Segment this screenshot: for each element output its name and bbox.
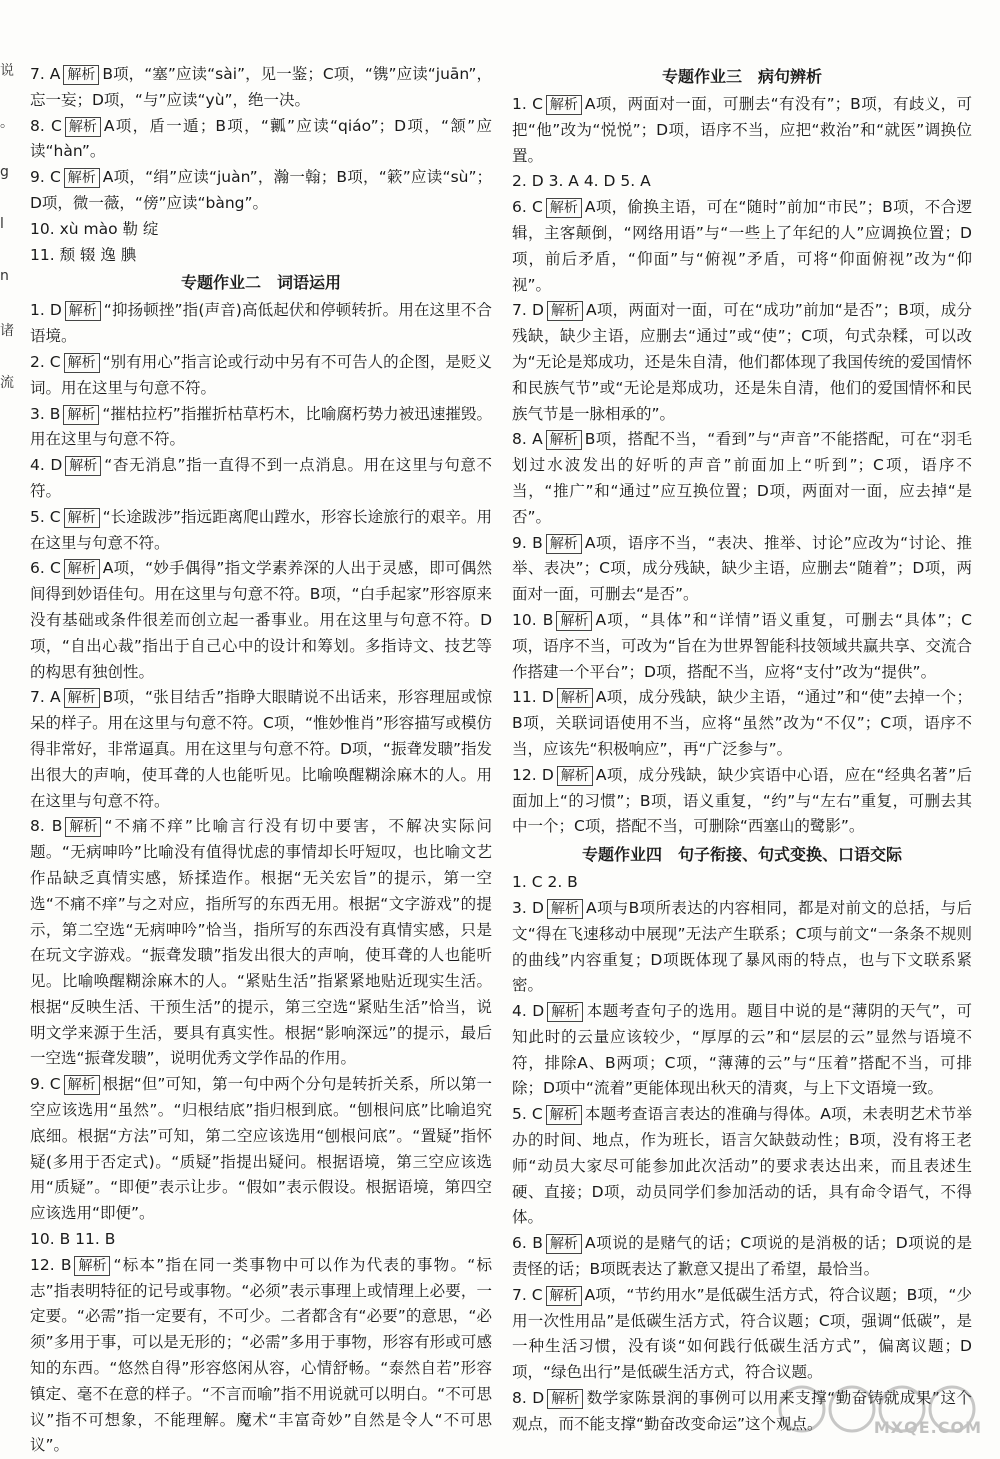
analysis-tag: 解析 <box>557 766 593 786</box>
answer-text: A项，“节约用水”是低碳生活方式，符合议题；B项，“少用一次性用品”是低碳生活方式，符合议题；C项，强调“低碳”，是一种生活习惯，没有谈“如何践行低碳生活方式”，偏离议题；D项，“绿色出行”是低碳生活方式，符合议题。 <box>512 1285 972 1382</box>
analysis-tag: 解析 <box>74 1256 110 1276</box>
left-edge-marks <box>0 60 12 424</box>
answer-item <box>30 1072 492 1227</box>
answer-text: “不痛不痒”比喻言行没有切中要害，不解决实际问题。“无病呻吟”比喻没有值得忧虑的事情却长吁短叹，也比喻文艺作品缺乏真情实感，矫揉造作。根据“无关宏旨”的提示，第一空选“不痛不痒”与之对应，指所写的东西无用。根据“文字游戏”的提示，第二空选“无病呻吟”恰当，指所写的东西没有真情实感，只是在玩文字游戏。“振聋发聩”指发出很大的声响，使耳聋的人也能听见。比喻唤醒糊涂麻木的人。“紧贴生活”指紧紧地贴近现实生活。根据“反映生活、干预生活”的提示，第三空选“紧贴生活”恰当，说明文学来源于生活，要具有真实性。根据“影响深远”的提示，最后一空选“振聋发聩”，说明优秀文学作品的作用。 <box>30 817 493 1068</box>
analysis-tag: 解析 <box>546 1105 582 1125</box>
answer-text: A项，“妙手偶得”指文学素养深的人出于灵感，即可偶然间得到妙语佳句。用在这里与句意不符。B项，“白手起家”形容原来没有基础或条件很差而创立起一番事业。用在这里与句意不符。D项，“自出心裁”指出于自己心中的设计和筹划。多指诗文、技艺等的构思有独创性。 <box>30 559 492 681</box>
right-column <box>512 62 972 1438</box>
answer-item <box>30 505 492 557</box>
answer-number: 7. D <box>512 301 544 320</box>
analysis-tag: 解析 <box>557 688 593 708</box>
answer-number: 7. A <box>30 688 61 707</box>
analysis-tag: 解析 <box>64 508 100 528</box>
analysis-tag: 解析 <box>547 1002 583 1022</box>
analysis-tag: 解析 <box>64 1075 100 1095</box>
answer-line: 11. 颓 辍 逸 腆 <box>30 245 137 264</box>
answer-text: A项，两面对一面，可删去“有没有”；B项，有歧义，可把“他”改为“悦悦”；D项，语序不当，应把“救治”和“就医”调换位置。 <box>512 95 972 165</box>
answer-text: A项，两面对一面，可在“成功”前加“是否”；B项，成分残缺，缺少主语，应删去“通过”或“使”；C项，句式杂糅，可以改为“无论是郑成功，还是朱自清，他们都体现了我国传统的爱国情怀和民族气节”或“无论是郑成功，还是朱自清，他们的爱国情怀和民族气节是一脉相承的”。 <box>512 301 972 423</box>
analysis-tag: 解析 <box>64 559 100 579</box>
answer-text: 根据“但”可知，第一句中两个分句是转折关系，所以第一空应该选用“虽然”。“归根结底”指归根到底。“刨根问底”比喻追究底细。根据“方法”可知，第二空应该选用“刨根问底”。“置疑”指怀疑(多用于否定式)。“质疑”指提出疑问。根据语境，第三空应该选用“质疑”。“即便”表示让步。“假如”表示假设。根据语境，第四空应该选用“即便”。 <box>30 1075 492 1223</box>
answer-item <box>30 298 492 350</box>
answer-number: 5. C <box>30 507 61 526</box>
answer-number: 7. A <box>30 65 61 83</box>
answer-number: 4. D <box>512 1002 545 1021</box>
analysis-tag: 解析 <box>65 301 101 321</box>
answer-item <box>30 62 492 114</box>
answer-text: A项，盾一遁；B项，“瓤”应读“qiáo”；D项，“颔”应读“hàn”。 <box>30 116 492 161</box>
analysis-tag: 解析 <box>547 1389 583 1409</box>
edge-mark: n <box>0 268 9 284</box>
answer-item <box>30 453 492 505</box>
edge-mark: 流 <box>0 375 14 391</box>
answer-line: 1. C 2. B <box>512 873 578 892</box>
answer-number: 12. D <box>512 765 554 784</box>
answer-item <box>512 1283 972 1386</box>
answer-number: 6. C <box>30 559 61 578</box>
answer-number: 3. B <box>30 404 61 423</box>
answer-text: A项说的是赌气的话；C项说的是消极的话；D项说的是责怪的话；B项既表达了歉意又提出了希望，最恰当。 <box>512 1234 972 1279</box>
answer-item <box>512 92 972 169</box>
analysis-tag: 解析 <box>65 456 101 476</box>
answer-text: 本题考查语言表达的准确与得体。A项，未表明艺术节举办的时间、地点，作为班长，语言欠缺鼓动性；B项，没有将王老师“动员大家尽可能参加此次活动”的要求表达出来，而且表述生硬、直接；D项，动员同学们参加活动的话，具有命令语气，不得体。 <box>512 1105 972 1227</box>
answer-item <box>30 402 492 454</box>
answer-number: 7. C <box>512 1285 543 1304</box>
answer-text: A项，成分残缺，缺少宾语中心语，应在“经典名著”后面加上“的习惯”；B项，语义重复，“约”与“左右”重复，可删去其中一个；C项，搭配不当，可删除“西塞山的鹭影”。 <box>512 765 972 836</box>
answer-item <box>512 195 972 298</box>
answer-text: B项，“张目结舌”指睁大眼睛说不出话来，形容理屈或惊呆的样子。用在这里与句意不符。C项，“惟妙惟肖”形容描写或模仿得非常好，非常逼真。用在这里与句意不符。D项，“振聋发聩”指发出很大的声响，使耳聋的人也能听见。比喻唤醒糊涂麻木的人。用在这里与句意不符。 <box>30 688 492 810</box>
answer-text: A项，“绢”应读“juàn”，瀚一翰；B项，“簌”应读“sù”；D项，微一薇，“傍”应读“bàng”。 <box>30 168 492 212</box>
answer-item <box>512 685 972 762</box>
edge-mark: l <box>0 216 4 232</box>
analysis-tag: 解析 <box>64 353 100 373</box>
answer-item <box>512 1231 972 1283</box>
answer-item <box>512 896 972 999</box>
analysis-tag: 解析 <box>547 301 583 321</box>
edge-mark: 说 <box>0 63 14 79</box>
answer-item <box>512 1102 972 1231</box>
answer-text: 本题考查句子的选用。题目中说的是“薄阴的天气”，可知此时的云量应该较少，“厚厚的云”和“层层的云”显然与语境不符，排除A、B两项；C项，“薄薄的云”与“压着”搭配不当，可排除；D项中“流着”更能体现出秋天的清爽，与上下文语境一致。 <box>512 1002 973 1098</box>
left-column <box>30 62 492 1459</box>
answer-item <box>30 685 492 814</box>
analysis-tag: 解析 <box>556 611 592 631</box>
edge-mark: g <box>0 164 9 180</box>
section-title: 专题作业四 句子衔接、句式变换、口语交际 <box>581 845 902 865</box>
answer-text: B项，搭配不当，“看到”与“声音”不能搭配，可在“羽毛划过水波发出的好听的声音”前面加上“听到”；C项，语序不当，“推广”和“通过”应互换位置；D项，两面对一面，应去掉“是否”。 <box>512 430 972 526</box>
answer-line: 10. B 11. B <box>30 1230 116 1249</box>
analysis-tag: 解析 <box>65 817 101 837</box>
analysis-tag: 解析 <box>64 688 100 708</box>
answer-text: “标本”指在同一类事物中可以作为代表的事物。“标志”指表明特征的记号或事物。“必须”表示事理上或情理上必要，一定要。“必需”指一定要有，不可少。二者都含有“必要”的意思，“必须”多用于事，可以是无形的；“必需”多用于事物，形容有形或可感知的东西。“悠然自得”形容悠闲从容，心情舒畅。“泰然自若”形容镇定、毫不在意的样子。“不言而喻”指不用说就可以明白。“不可思议”指不可想象，不能理解。魔术“丰富奇妙”自然是令人“不可思议”。 <box>30 1255 492 1455</box>
answer-text: “别有用心”指言论或行动中另有不可告人的企图，是贬义词。用在这里与句意不符。 <box>30 352 492 397</box>
section-title: 专题作业二 词语运用 <box>180 273 341 293</box>
answer-item <box>512 531 972 608</box>
answer-text: “摧枯拉朽”指摧折枯草朽木，比喻腐朽势力被迅速摧毁。用在这里与句意不符。 <box>30 404 493 449</box>
answer-number: 2. C <box>30 352 61 371</box>
answer-text: A项，语序不当，“表决、推举、讨论”应改为“讨论、推举、表决”；C项，成分残缺，缺少主语，应删去“随着”；D项，两面对一面，可删去“是否”。 <box>512 533 972 604</box>
analysis-tag: 解析 <box>546 95 582 115</box>
answer-item <box>512 608 972 685</box>
answer-item <box>30 1253 492 1459</box>
answer-item <box>30 814 492 1072</box>
analysis-tag: 解析 <box>546 1286 582 1306</box>
analysis-tag: 解析 <box>63 405 99 425</box>
answer-text: 数学家陈景润的事例可以用来支撑“勤奋铸就成果”这个观点，而不能支撑“勤奋改变命运”这个观点。 <box>512 1389 973 1433</box>
answer-number: 3. D <box>512 898 544 917</box>
analysis-tag: 解析 <box>547 899 583 919</box>
answer-text: “长途跋涉”指远距离爬山蹚水，形容长途旅行的艰辛。用在这里与句意不符。 <box>30 507 492 552</box>
section-title: 专题作业三 病句辨析 <box>661 67 822 86</box>
analysis-tag: 解析 <box>64 168 100 188</box>
answer-number: 11. D <box>512 688 554 707</box>
answer-item <box>512 999 972 1102</box>
answer-item <box>30 114 492 166</box>
answer-text: A项，“具体”和“详情”语义重复，可删去“具体”；C项，语序不当，可改为“旨在为世界智能科技领域共赢共享、交流合作搭建一个平台”；D项，搭配不当，应将“支付”改为“提供”。 <box>512 610 973 681</box>
analysis-tag: 解析 <box>63 65 99 85</box>
answer-text: “杳无消息”指一直得不到一点消息。用在这里与句意不符。 <box>30 456 493 500</box>
edge-mark: 诸 <box>0 323 14 339</box>
answer-number: 8. A <box>512 430 543 449</box>
answer-number: 6. C <box>512 198 543 217</box>
answer-number: 6. B <box>512 1234 543 1253</box>
analysis-tag: 解析 <box>65 117 101 137</box>
answer-text: “抑扬顿挫”指(声音)高低起伏和停顿转折。用在这里不合语境。 <box>30 301 493 346</box>
edge-mark: 。 <box>0 115 14 131</box>
answer-line: 2. D 3. A 4. D 5. A <box>512 172 651 191</box>
answer-number: 10. B <box>512 610 554 629</box>
answer-number: 1. D <box>30 301 62 320</box>
analysis-tag: 解析 <box>546 1234 582 1254</box>
analysis-tag: 解析 <box>546 198 582 218</box>
analysis-tag: 解析 <box>546 430 582 450</box>
answer-item <box>512 298 972 427</box>
answer-number: 12. B <box>30 1255 72 1274</box>
watermark <box>762 1379 982 1441</box>
answer-item <box>30 165 492 217</box>
answer-item <box>512 763 972 840</box>
answer-number: 8. B <box>30 817 63 836</box>
watermark-text: MXQE.COM <box>873 1418 982 1437</box>
answer-text: A项，偷换主语，可在“随时”前加“市民”；B项，不合逻辑，主客颠倒，“网络用语”与“一些上了年纪的人”应调换位置；D项，前后矛盾，“仰面”与“俯视”矛盾，可将“仰面俯视”改为“仰视”。 <box>512 198 972 294</box>
answer-item <box>30 556 492 685</box>
answer-text: B项，“塞”应读“sài”，见一鉴；C项，“镌”应读“juān”，忘一妄；D项，“与”应读“yù”，绝一决。 <box>30 65 492 109</box>
answer-number: 5. C <box>512 1105 543 1124</box>
answer-number: 8. C <box>30 116 62 135</box>
answer-item <box>512 427 972 530</box>
answer-text: A项与B项所表达的内容相同，都是对前文的总括，与后文“得在飞速移动中展现”无法产生联系；C项与前文“一条条不规则的曲线”内容重复；D项既体现了暴风雨的特点，也与下文联系紧密。 <box>512 898 972 995</box>
answer-number: 9. C <box>30 1075 61 1094</box>
answer-number: 9. C <box>30 168 61 187</box>
answer-text: A项，成分残缺，缺少主语，“通过”和“使”去掉一个；B项，关联词语使用不当，应将“虽然”改为“不仅”；C项，语序不当，应该先“积极响应”，再“广泛参与”。 <box>512 688 973 758</box>
answer-item <box>30 350 492 402</box>
answer-number: 8. D <box>512 1389 545 1408</box>
answer-line: 10. xù mào 勒 绽 <box>30 219 159 238</box>
answer-number: 4. D <box>30 456 63 475</box>
answer-number: 9. B <box>512 533 543 552</box>
answer-number: 1. C <box>512 95 543 113</box>
analysis-tag: 解析 <box>546 534 582 554</box>
